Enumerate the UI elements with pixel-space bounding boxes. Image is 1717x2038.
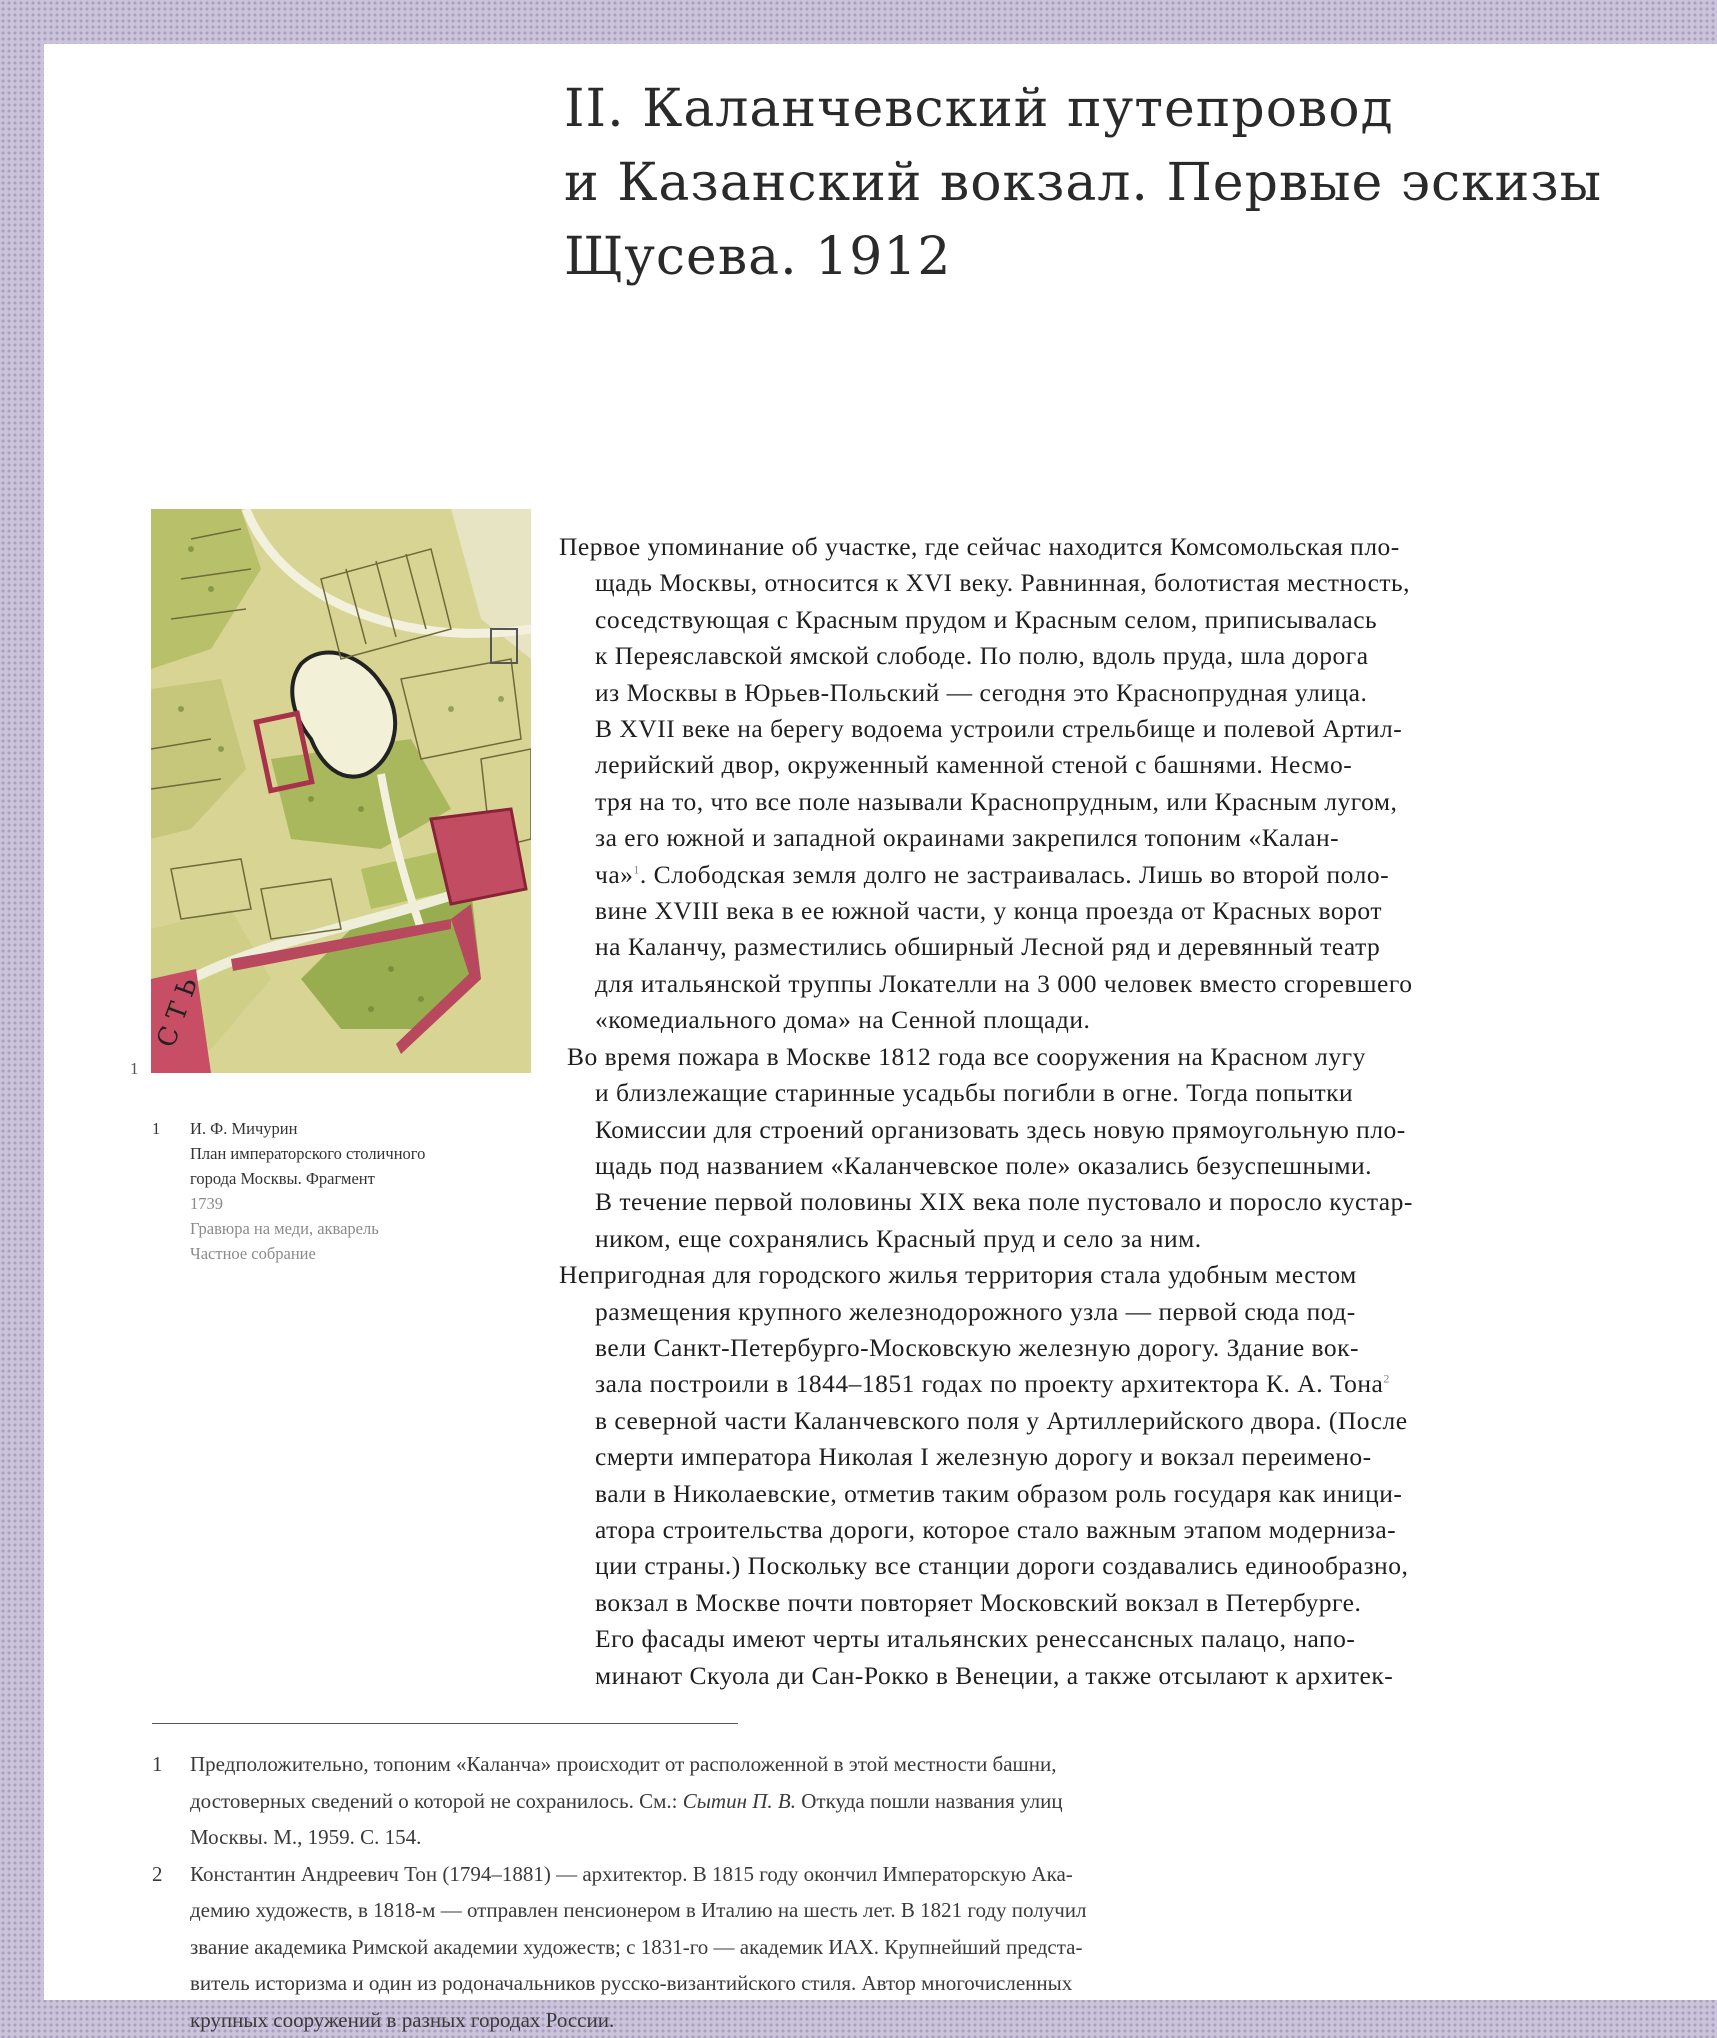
footnote-text: Откуда пошли названия улиц (796, 1789, 1063, 1813)
caption-author: И. Ф. Мичурин (190, 1116, 512, 1141)
footnote-line (190, 1783, 1352, 1820)
main-text (559, 529, 1679, 1694)
caption-year: 1739 (190, 1191, 512, 1216)
text-line: вали в Николаевские, отметив таким образом роль государя как иници- (559, 1476, 1679, 1512)
footnote-text: достоверных сведений о которой не сохранилось. См.: (190, 1789, 683, 1813)
footnote-line: крупных сооружений в разных городах России. (190, 2002, 1352, 2038)
text-line: «комедиального дома» на Сенной площади. (559, 1002, 1679, 1038)
text-line: лерийский двор, окруженный каменной стеной с башнями. Несмо- (559, 747, 1679, 783)
footnote-ref-2[interactable]: 2 (1383, 1372, 1390, 1386)
footnote-line: демию художеств, в 1818-м — отправлен пенсионером в Италию на шесть лет. В 1821 году получил (190, 1892, 1352, 1929)
page-sheet (44, 44, 1717, 2000)
text-line: и близлежащие старинные усадьбы погибли в огне. Тогда попытки (559, 1075, 1679, 1111)
figure-caption (152, 1116, 512, 1266)
text-line: Его фасады имеют черты итальянских ренессансных палацо, напо- (559, 1621, 1679, 1657)
text-line: Во время пожара в Москве 1812 года все сооружения на Красном лугу (559, 1039, 1679, 1075)
caption-technique: Гравюра на меди, акварель (190, 1216, 512, 1241)
footnote-line: Москвы. М., 1959. С. 154. (190, 1819, 1352, 1856)
footnote-number: 2 (152, 1856, 163, 1893)
title-line: Щусева. 1912 (564, 220, 1602, 294)
footnote-1 (152, 1746, 1352, 1856)
footnote-line: Предположительно, топоним «Каланча» происходит от расположенной в этой местности башни, (190, 1746, 1352, 1783)
text-line: Комиссии для строений организовать здесь новую прямоугольную пло- (559, 1112, 1679, 1148)
figure-number: 1 (130, 1059, 139, 1079)
footnote-line: витель историзма и один из родоначальников русско-византийского стиля. Автор многочисленных (190, 1965, 1352, 2002)
footnote-ref-1[interactable]: 1 (633, 862, 640, 876)
title-line: и Казанский вокзал. Первые эскизы (564, 146, 1602, 220)
text-line: вине XVIII века в ее южной части, у конца проезда от Красных ворот (559, 893, 1679, 929)
caption-title: города Москвы. Фрагмент (190, 1166, 512, 1191)
chapter-title (564, 72, 1602, 294)
text-line: вокзал в Москве почти повторяет Московский вокзал в Петербурге. (559, 1585, 1679, 1621)
text-line: размещения крупного железнодорожного узла — первой сюда под- (559, 1294, 1679, 1330)
text-line: В XVII веке на берегу водоема устроили стрельбище и полевой Артил- (559, 711, 1679, 747)
caption-title: План императорского столичного (190, 1141, 512, 1166)
text-line: щадь Москвы, относится к XVI веку. Равнинная, болотистая местность, (559, 565, 1679, 601)
text-line (559, 1366, 1679, 1402)
footnote-author: Сытин П. В. (683, 1789, 796, 1813)
title-line: II. Каланчевский путепровод (564, 72, 1602, 146)
text-line: из Москвы в Юрьев-Польский — сегодня это Краснопрудная улица. (559, 675, 1679, 711)
text-line: к Переяславской ямской слободе. По полю, вдоль пруда, шла дорога (559, 638, 1679, 674)
footnote-divider (152, 1723, 738, 1724)
text-fragment: ча» (595, 860, 633, 889)
text-line (559, 857, 1679, 893)
text-line: соседствующая с Красным прудом и Красным селом, приписывалась (559, 602, 1679, 638)
footnote-number: 1 (152, 1746, 163, 1783)
text-line: вели Санкт-Петербурго-Московскую железную дорогу. Здание вок- (559, 1330, 1679, 1366)
text-line: за его южной и западной окраинами закрепился топоним «Калан- (559, 820, 1679, 856)
text-line: В течение первой половины XIX века поле пустовало и поросло кустар- (559, 1184, 1679, 1220)
text-fragment: . Слободская земля долго не застраивалась. Лишь во второй поло- (640, 860, 1389, 889)
text-line: Первое упоминание об участке, где сейчас находится Комсомольская пло- (559, 529, 1679, 565)
caption-collection: Частное собрание (190, 1241, 512, 1266)
footnote-line: звание академика Римской академии художеств; с 1831-го — академик ИАХ. Крупнейший предста- (190, 1929, 1352, 1966)
text-line: тря на то, что все поле называли Краснопрудным, или Красным лугом, (559, 784, 1679, 820)
text-line: ником, еще сохранялись Красный пруд и село за ним. (559, 1221, 1679, 1257)
historical-map-image (151, 509, 531, 1073)
text-fragment: зала построили в 1844–1851 годах по проекту архитектора К. А. Тона (595, 1369, 1383, 1398)
text-line: минают Скуола ди Сан-Рокко в Венеции, а также отсылают к архитек- (559, 1658, 1679, 1694)
text-line: ции страны.) Поскольку все станции дороги создавались единообразно, (559, 1548, 1679, 1584)
text-line: щадь под названием «Каланчевское поле» оказались безуспешными. (559, 1148, 1679, 1184)
caption-number: 1 (152, 1116, 160, 1141)
footnotes (152, 1746, 1352, 2038)
text-line: на Каланчу, разместились обширный Лесной ряд и деревянный театр (559, 929, 1679, 965)
text-line: смерти императора Николая I железную дорогу и вокзал переимено- (559, 1439, 1679, 1475)
text-line: в северной части Каланчевского поля у Артиллерийского двора. (После (559, 1403, 1679, 1439)
text-line: для итальянской труппы Локателли на 3 000 человек вместо сгоревшего (559, 966, 1679, 1002)
footnote-2 (152, 1856, 1352, 2038)
text-line: Непригодная для городского жилья территория стала удобным местом (559, 1257, 1679, 1293)
footnote-line: Константин Андреевич Тон (1794–1881) — архитектор. В 1815 году окончил Императорскую Ака- (190, 1856, 1352, 1893)
map-label: С Т Ь (151, 974, 204, 1051)
text-line: атора строительства дороги, которое стало важным этапом модерниза- (559, 1512, 1679, 1548)
